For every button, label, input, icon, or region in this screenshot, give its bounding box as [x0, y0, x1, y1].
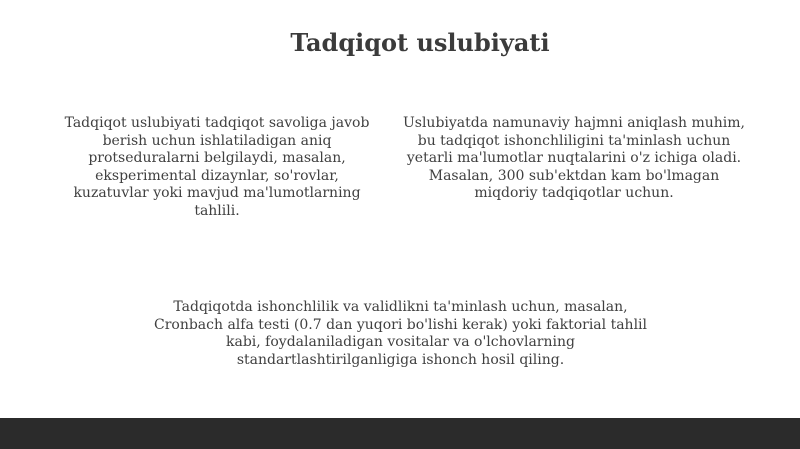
- paragraph-reliability-validity: Tadqiqotda ishonchlilik va validlikni ta'minlash uchun, masalan, Cronbach alfa testi (0.7 dan yuqori bo'lishi kerak) yoki faktorial tahlil kabi, foydalaniladigan vositalar va o'lchovlarning standartlashtirilganligiga ishonch hosil qiling.: [153, 299, 647, 368]
- slide-title: Tadqiqot uslubiyati: [290, 28, 550, 57]
- paragraph-sample-size: Uslubiyatda namunaviy hajmni aniqlash muhim, bu tadqiqot ishonchliligini ta'minlash uchun yetarli ma'lumotlar nuqtalarini o'z ichiga oladi. Masalan, 300 sub'ektdan kam bo'lmagan miqdoriy tadqiqotlar uchun.: [402, 115, 746, 201]
- footer-bar: [0, 418, 800, 449]
- paragraph-methodology-definition: Tadqiqot uslubiyati tadqiqot savoliga javob berish uchun ishlatiladigan aniq protseduralarni belgilaydi, masalan, eksperimental dizaynlar, so'rovlar, kuzatuvlar yoki mavjud ma'lumotlarning tahlili.: [64, 115, 370, 219]
